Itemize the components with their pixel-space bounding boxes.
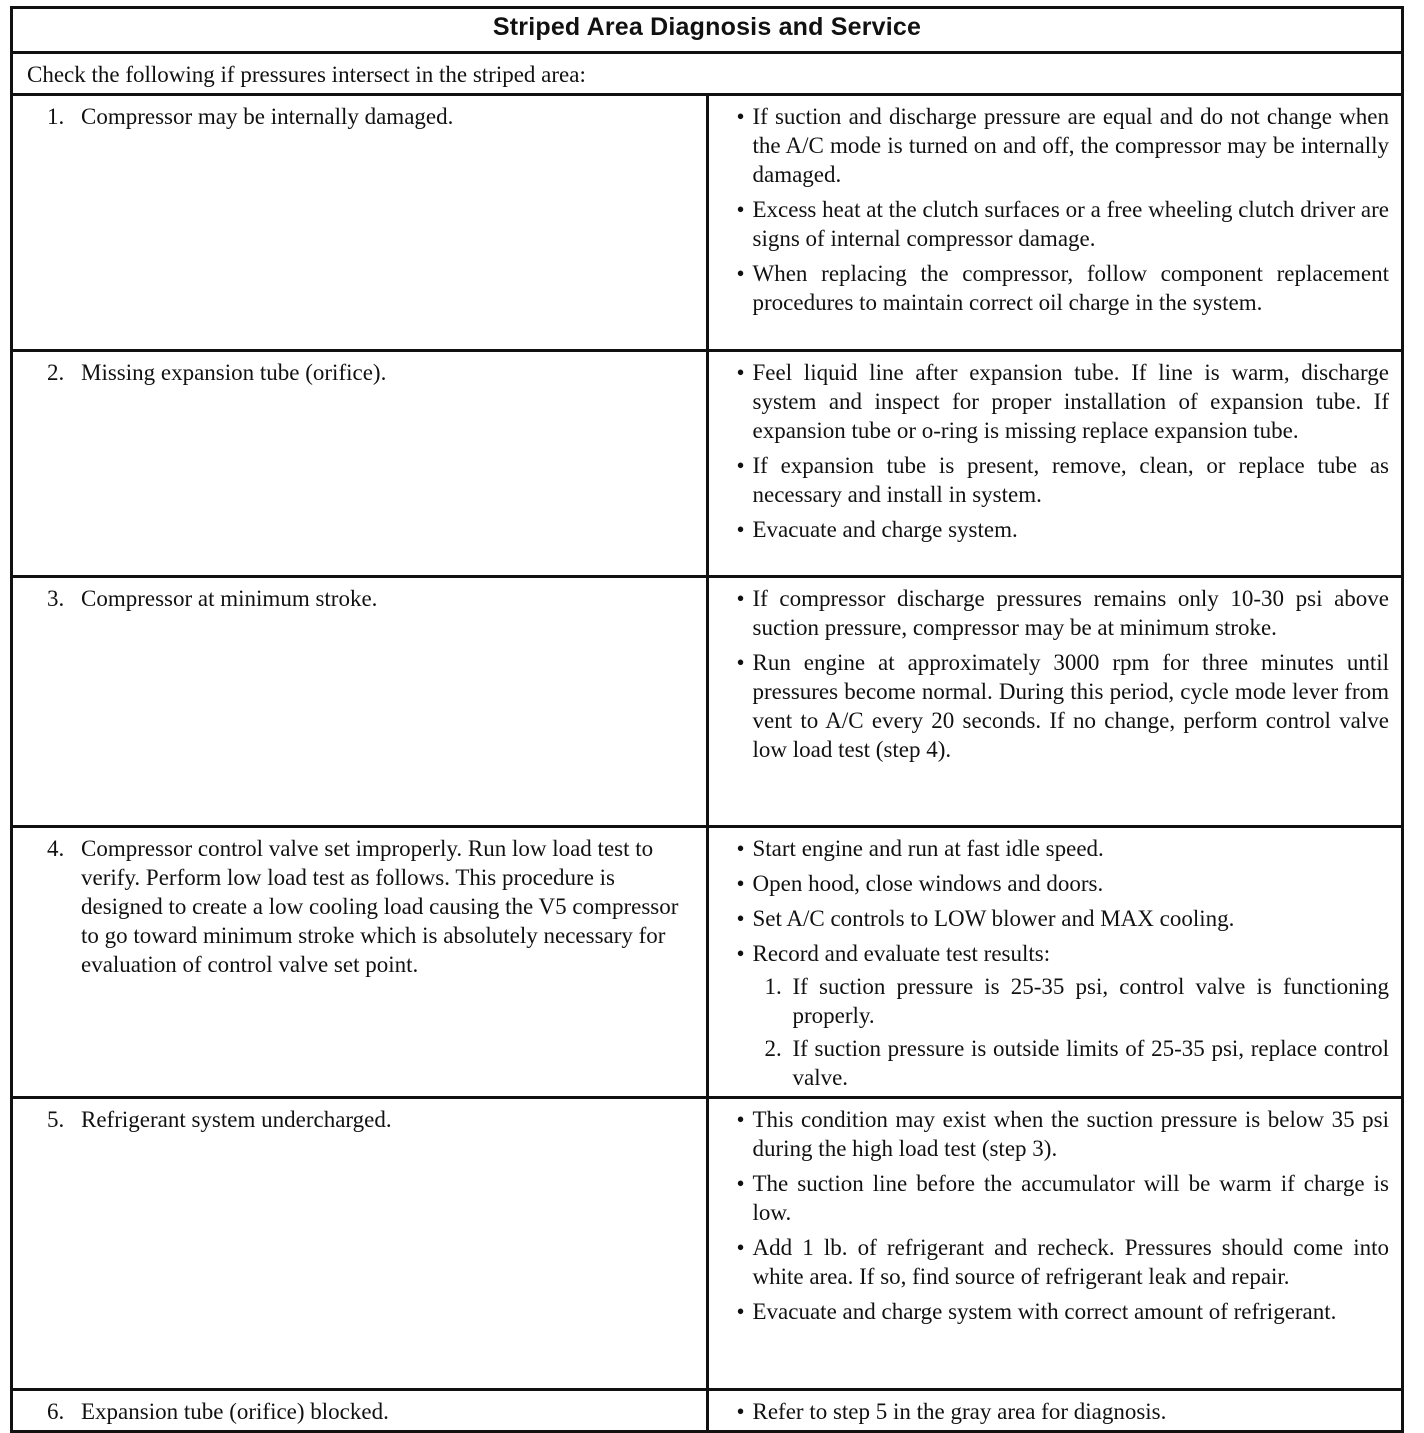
- intro-row: [12, 53, 1403, 95]
- cause-cell: [12, 577, 708, 827]
- cause-item: [47, 358, 696, 387]
- bullet-icon: •: [736, 517, 745, 542]
- action-cell: [707, 95, 1403, 351]
- action-bullet: [736, 648, 1390, 764]
- bullet-icon: •: [736, 906, 745, 931]
- cause-text: Refrigerant system undercharged.: [81, 1107, 392, 1132]
- action-text: Open hood, close windows and doors.: [752, 871, 1104, 896]
- sub-step: [765, 972, 1390, 1030]
- table-row: [12, 1098, 1403, 1390]
- title-row: [12, 8, 1403, 53]
- action-bullet: [736, 451, 1390, 509]
- action-text: Set A/C controls to LOW blower and MAX cooling.: [752, 906, 1235, 931]
- action-bullet: [736, 1105, 1390, 1163]
- action-text: Evacuate and charge system.: [752, 517, 1018, 542]
- cause-number: 5.: [47, 1107, 65, 1132]
- diagnosis-table: [10, 6, 1404, 1433]
- bullet-icon: •: [736, 1235, 745, 1260]
- table-body: [12, 95, 1403, 1432]
- table-row: [12, 827, 1403, 1098]
- bullet-icon: •: [736, 453, 745, 478]
- action-bullet: [736, 515, 1390, 544]
- cause-text: Missing expansion tube (orifice).: [81, 360, 387, 385]
- bullet-icon: •: [736, 360, 745, 385]
- cause-number: 2.: [47, 360, 65, 385]
- action-cell: [707, 1390, 1403, 1432]
- bullet-icon: •: [736, 871, 745, 896]
- cause-text: Compressor may be internally damaged.: [81, 104, 454, 129]
- sub-step-number: 2.: [764, 1036, 782, 1061]
- cause-item: [47, 834, 696, 979]
- action-text: If expansion tube is present, remove, clean, or replace tube as necessary and install in system.: [752, 453, 1389, 507]
- cause-item: [47, 584, 696, 613]
- bullet-icon: •: [736, 197, 745, 222]
- table-row: [12, 95, 1403, 351]
- cause-text: Compressor at minimum stroke.: [81, 586, 378, 611]
- action-bullet: [736, 358, 1390, 445]
- action-text: Run engine at approximately 3000 rpm for three minutes until pressures become normal. During this period, cycle mode lever from vent to A/C every 20 seconds. If no change, perform control valve low load test (step 4).: [752, 650, 1389, 762]
- sub-step-text: If suction pressure is 25-35 psi, control valve is functioning properly.: [792, 974, 1389, 1028]
- table-row: [12, 577, 1403, 827]
- action-text: Feel liquid line after expansion tube. If line is warm, discharge system and inspect for proper installation of expansion tube. If expansion tube or o-ring is missing replace expansion tube.: [752, 360, 1389, 443]
- bullet-icon: •: [736, 586, 745, 611]
- action-text: Record and evaluate test results:: [752, 941, 1051, 966]
- cause-cell: [12, 1390, 708, 1432]
- cause-number: 4.: [47, 836, 65, 861]
- action-bullet: [736, 869, 1390, 898]
- bullet-icon: •: [736, 1299, 745, 1324]
- cause-number: 1.: [47, 104, 65, 129]
- action-cell: [707, 577, 1403, 827]
- action-cell: [707, 1098, 1403, 1390]
- action-bullet: [736, 1169, 1390, 1227]
- bullet-icon: •: [736, 650, 745, 675]
- action-bullet: [736, 1233, 1390, 1291]
- bullet-icon: •: [736, 836, 745, 861]
- cause-cell: [12, 1098, 708, 1390]
- table-row: [12, 1390, 1403, 1432]
- cause-cell: [12, 351, 708, 577]
- action-text: Excess heat at the clutch surfaces or a free wheeling clutch driver are signs of internal compressor damage.: [752, 197, 1389, 251]
- action-text: This condition may exist when the suction pressure is below 35 psi during the high load test (step 3).: [752, 1107, 1389, 1161]
- bullet-icon: •: [736, 104, 745, 129]
- sub-step-number: 1.: [764, 974, 782, 999]
- cause-cell: [12, 95, 708, 351]
- cause-item: [47, 1105, 696, 1134]
- action-text: If suction and discharge pressure are equal and do not change when the A/C mode is turned on and off, the compressor may be internally damaged.: [752, 104, 1389, 187]
- action-bullet: [736, 259, 1390, 317]
- bullet-icon: •: [736, 1107, 745, 1132]
- document: [10, 6, 1404, 1433]
- action-text: When replacing the compressor, follow component replacement procedures to maintain correct oil charge in the system.: [752, 261, 1389, 315]
- sub-step: [765, 1034, 1390, 1092]
- cause-number: 3.: [47, 586, 65, 611]
- sub-step-text: If suction pressure is outside limits of 25-35 psi, replace control valve.: [792, 1036, 1389, 1090]
- cause-cell: [12, 827, 708, 1098]
- action-bullet: [736, 102, 1390, 189]
- table-title: Striped Area Diagnosis and Service: [12, 8, 1403, 53]
- bullet-icon: •: [736, 941, 745, 966]
- cause-number: 6.: [47, 1399, 65, 1424]
- action-bullet: [736, 834, 1390, 863]
- cause-item: [47, 1397, 696, 1426]
- action-text: If compressor discharge pressures remains only 10-30 psi above suction pressure, compressor may be at minimum stroke.: [752, 586, 1389, 640]
- action-bullet: [736, 939, 1390, 1092]
- action-text: Add 1 lb. of refrigerant and recheck. Pressures should come into white area. If so, find source of refrigerant leak and repair.: [752, 1235, 1389, 1289]
- cause-text: Expansion tube (orifice) blocked.: [81, 1399, 389, 1424]
- action-text: Evacuate and charge system with correct amount of refrigerant.: [752, 1299, 1337, 1324]
- bullet-icon: •: [736, 261, 745, 286]
- cause-item: [47, 102, 696, 131]
- intro-text: Check the following if pressures intersect in the striped area:: [12, 53, 1403, 95]
- action-cell: [707, 351, 1403, 577]
- action-bullet: [736, 584, 1390, 642]
- action-text: Refer to step 5 in the gray area for diagnosis.: [752, 1399, 1167, 1424]
- action-bullet: [736, 1297, 1390, 1326]
- action-bullet: [736, 195, 1390, 253]
- action-bullet: [736, 904, 1390, 933]
- action-bullet: [736, 1397, 1390, 1426]
- cause-text: Compressor control valve set improperly. Run low load test to verify. Perform low load test as follows. This procedure is designed to create a low cooling load causing the V5 compressor to go toward minimum stroke which is absolutely necessary for evaluation of control valve set point.: [81, 836, 679, 977]
- table-row: [12, 351, 1403, 577]
- bullet-icon: •: [736, 1399, 745, 1424]
- action-cell: [707, 827, 1403, 1098]
- action-text: Start engine and run at fast idle speed.: [752, 836, 1104, 861]
- bullet-icon: •: [736, 1171, 745, 1196]
- action-text: The suction line before the accumulator will be warm if charge is low.: [752, 1171, 1389, 1225]
